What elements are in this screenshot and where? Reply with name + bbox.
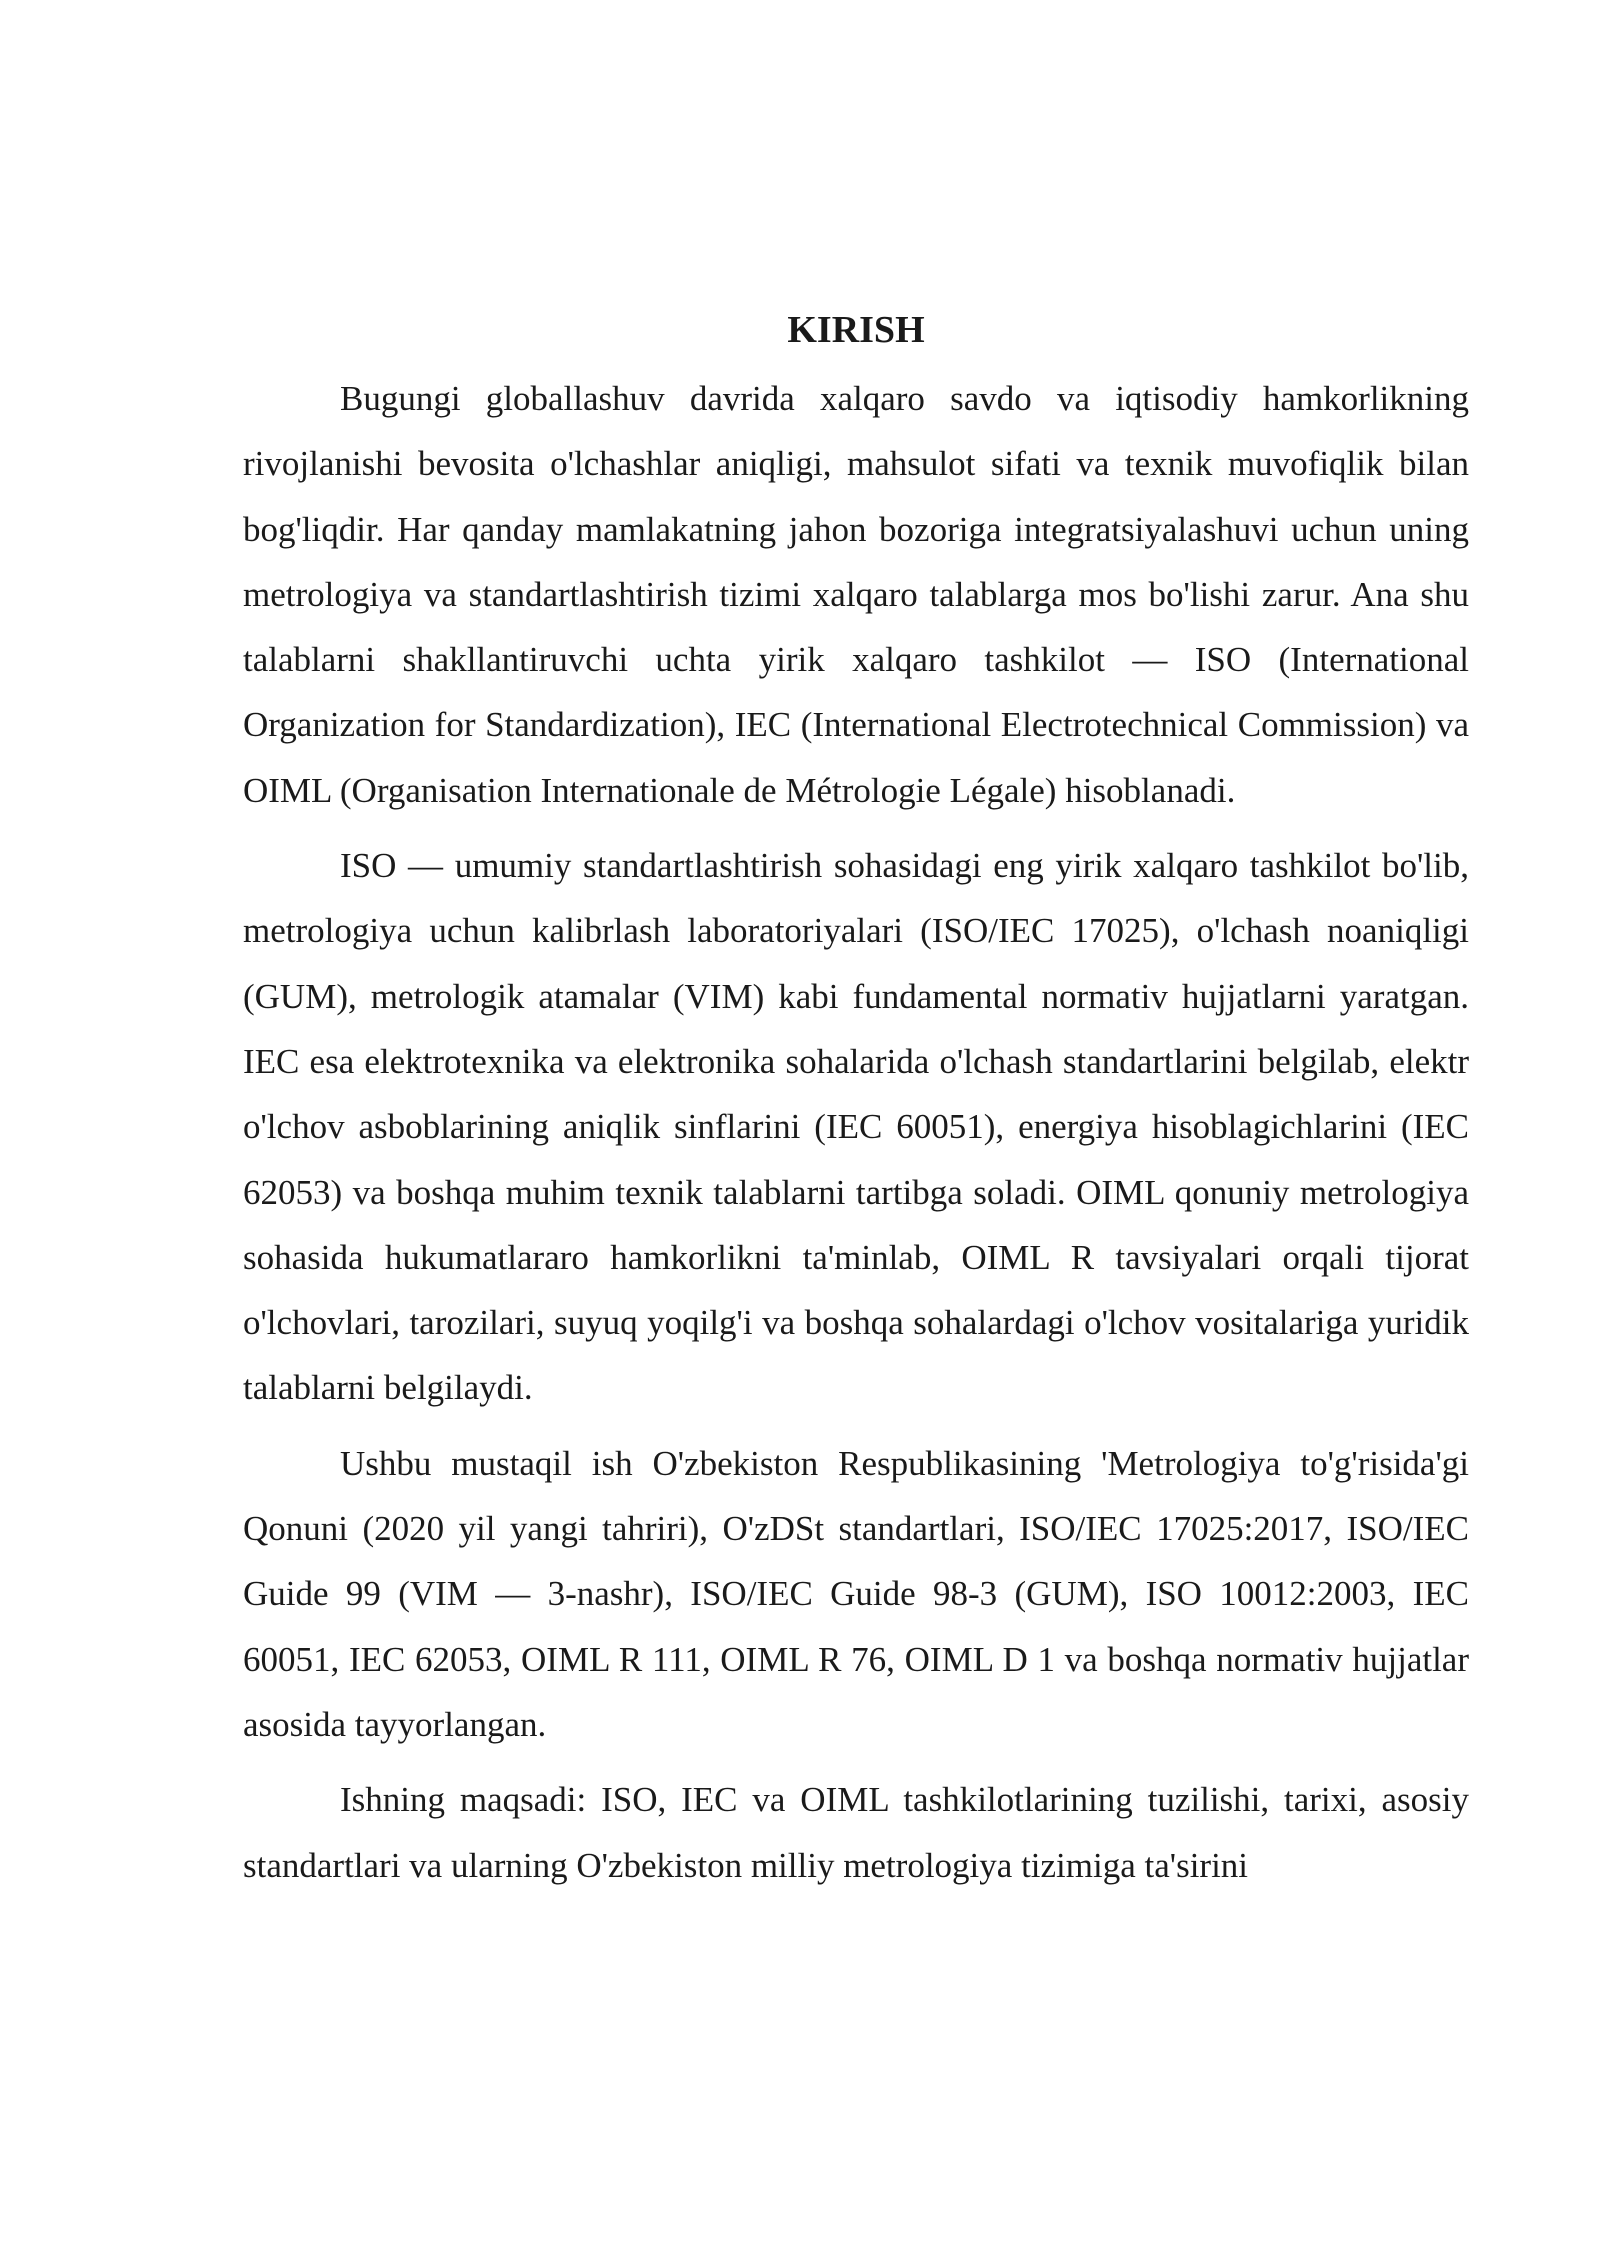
paragraph-sources: Ushbu mustaqil ish O'zbekiston Respublikasining 'Metrologiya to'g'risida'gi Qonuni (2020 yil yangi tahriri), O'zDSt standartlari, ISO/IEC 17025:2017, ISO/IEC Guide 99 (VIM — 3-nashr), ISO/IEC Guide 98-3 (GUM), ISO 10012:2003, IEC 60051, IEC 62053, OIML R 111, OIML R 76, OIML D 1 va boshqa normativ hujjatlar asosida tayyorlangan. xyxy=(243,1443,1469,1744)
paragraph-organizations: ISO — umumiy standartlashtirish sohasidagi eng yirik xalqaro tashkilot bo'lib, metrologiya uchun kalibrlash laboratoriyalari (ISO/IEC 17025), o'lchash noaniqligi (GUM), metrologik atamalar (VIM) kabi fundamental normativ hujjatlarni yaratgan. IEC esa elektrotexnika va elektronika sohalarida o'lchash standartlarini belgilab, elektr o'lchov asboblarining aniqlik sinflarini (IEC 60051), energiya hisoblagichlarini (IEC 62053) va boshqa muhim texnik talablarni tartibga soladi. OIML qonuniy metrologiya sohasida hukumatlararo hamkorlikni ta'minlab, OIML R tavsiyalari orqali tijorat o'lchovlari, tarozilari, suyuq yoqilg'i va boshqa sohalardagi o'lchov vositalariga yuridik talablarni belgilaydi. xyxy=(243,846,1469,1408)
paragraph-goal: Ishning maqsadi: ISO, IEC va OIML tashkilotlarining tuzilishi, tarixi, asosiy standartlari va ularning O'zbekiston milliy metrologiya tizimiga ta'sirini xyxy=(243,1780,1469,1885)
page-content xyxy=(243,300,1469,1908)
section-title: KIRISH xyxy=(787,309,925,351)
paragraph-introduction: Bugungi globallashuv davrida xalqaro savdo va iqtisodiy hamkorlikning rivojlanishi bevosita o'lchashlar aniqligi, mahsulot sifati va texnik muvofiqlik bilan bog'liqdir. Har qanday mamlakatning jahon bozoriga integratsiyalashuvi uchun uning metrologiya va standartlashtirish tizimi xalqaro talablarga mos bo'lishi zarur. Ana shu talablarni shakllantiruvchi uchta yirik xalqaro tashkilot — ISO (International Organization for Standardization), IEC (International Electrotechnical Commission) va OIML (Organisation Internationale de Métrologie Légale) hisoblanadi. xyxy=(243,379,1469,810)
